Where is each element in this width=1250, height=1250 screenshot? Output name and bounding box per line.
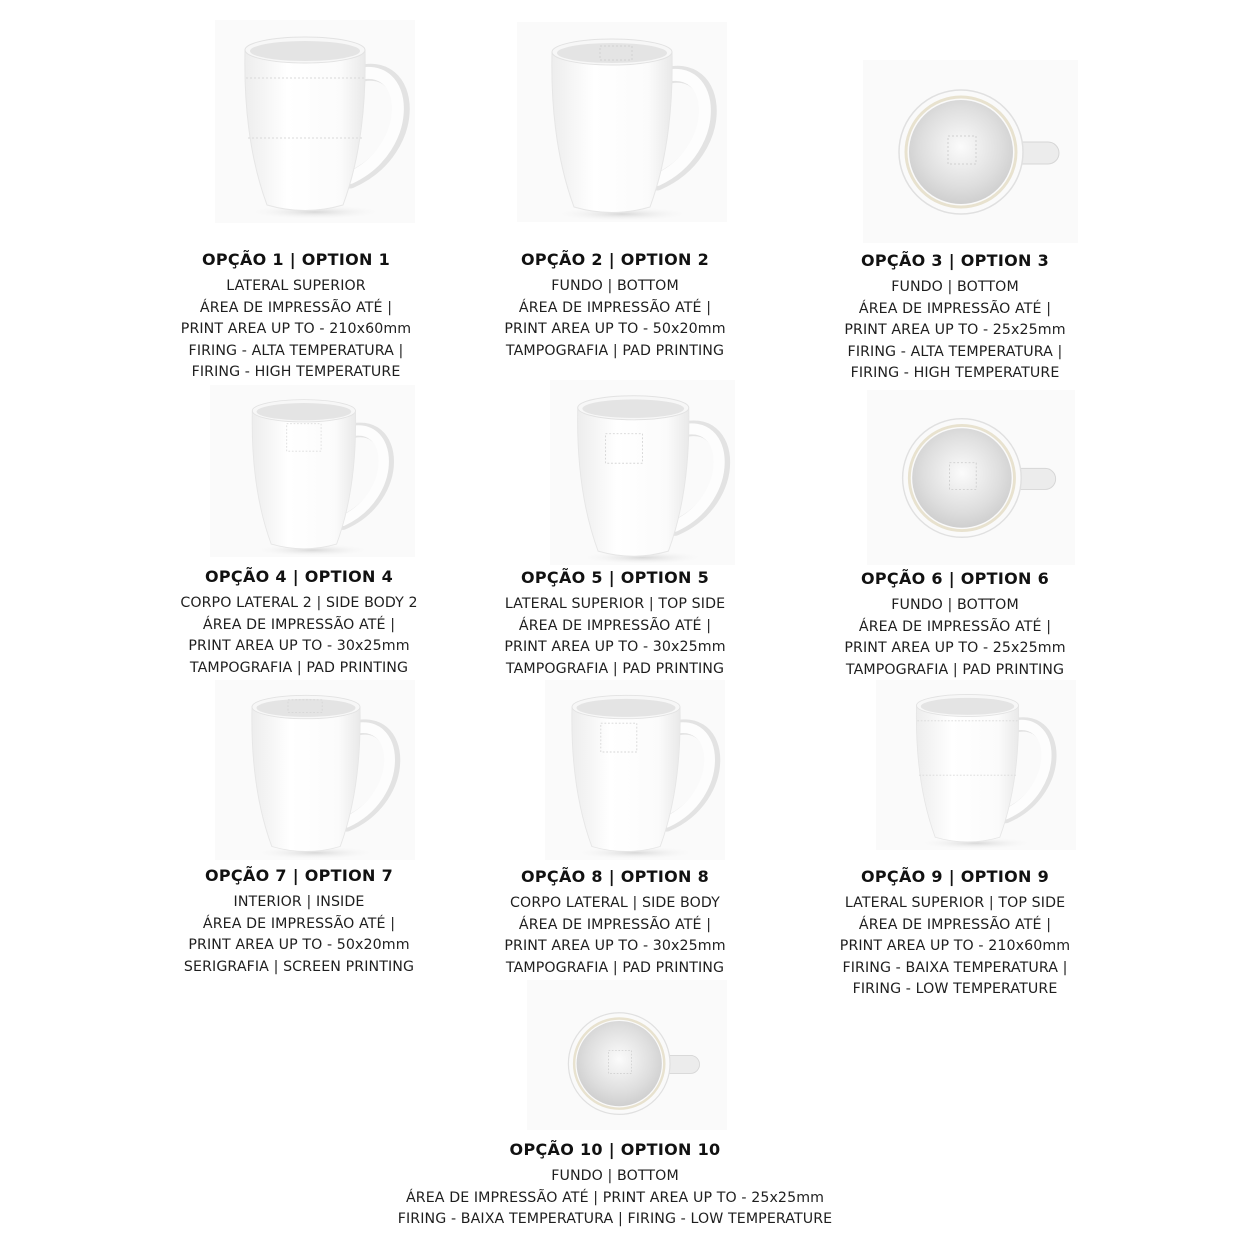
option-technique: TAMPOGRAFIA | PAD PRINTING	[505, 660, 725, 677]
option-technique-en: FIRING - LOW TEMPERATURE	[852, 981, 1058, 997]
option-title: OPÇÃO 5 | OPTION 5	[520, 568, 710, 587]
option-title: OPÇÃO 2 | OPTION 2	[520, 250, 710, 269]
option-2-caption	[504, 250, 725, 362]
option-4-caption	[180, 567, 417, 679]
option-title: OPÇÃO 3 | OPTION 3	[860, 251, 1050, 270]
option-area-size: ÁREA DE IMPRESSÃO ATÉ | PRINT AREA UP TO - 25x25mm	[405, 1189, 825, 1206]
mug-image-option-3	[863, 60, 1078, 243]
option-6-caption	[844, 569, 1065, 681]
option-location: CORPO LATERAL 2 | SIDE BODY 2	[180, 595, 418, 611]
option-7-caption	[184, 866, 414, 978]
option-title: OPÇÃO 9 | OPTION 9	[860, 867, 1050, 886]
option-area-size: PRINT AREA UP TO - 50x20mm	[188, 937, 410, 953]
mug-side-icon	[215, 680, 415, 860]
mug-image-option-5	[550, 380, 735, 565]
option-area-label: ÁREA DE IMPRESSÃO ATÉ |	[518, 916, 712, 933]
option-9-caption	[840, 867, 1070, 1001]
option-10-caption	[398, 1140, 833, 1231]
option-area-label: ÁREA DE IMPRESSÃO ATÉ |	[858, 916, 1052, 933]
option-title: OPÇÃO 6 | OPTION 6	[860, 569, 1050, 588]
mug-image-option-8	[545, 680, 725, 860]
mug-top-icon	[867, 390, 1075, 565]
option-8-caption	[504, 867, 725, 979]
option-technique: TAMPOGRAFIA | PAD PRINTING	[505, 342, 725, 359]
option-location: LATERAL SUPERIOR | TOP SIDE	[504, 596, 726, 612]
mug-image-option-7	[215, 680, 415, 860]
mug-image-option-4	[210, 385, 415, 557]
mug-image-option-1	[215, 20, 415, 223]
option-area-label: ÁREA DE IMPRESSÃO ATÉ |	[202, 616, 396, 633]
option-area-label: ÁREA DE IMPRESSÃO ATÉ |	[858, 300, 1052, 317]
option-technique: FIRING - ALTA TEMPERATURA |	[847, 343, 1063, 360]
mug-side-icon	[545, 680, 725, 860]
mug-image-option-10	[527, 980, 727, 1130]
option-area-label: ÁREA DE IMPRESSÃO ATÉ |	[518, 299, 712, 316]
option-title: OPÇÃO 4 | OPTION 4	[204, 567, 394, 586]
option-area-label: ÁREA DE IMPRESSÃO ATÉ |	[858, 618, 1052, 635]
option-location: LATERAL SUPERIOR | TOP SIDE	[844, 895, 1066, 911]
mug-top-icon	[863, 60, 1078, 243]
mug-side-icon	[517, 22, 727, 222]
option-area-size: PRINT AREA UP TO - 210x60mm	[180, 321, 412, 337]
mug-side-icon	[215, 20, 415, 223]
option-title: OPÇÃO 8 | OPTION 8	[520, 867, 710, 886]
mug-side-icon	[550, 380, 735, 565]
option-area-size: PRINT AREA UP TO - 30x25mm	[504, 938, 726, 954]
option-area-size: PRINT AREA UP TO - 50x20mm	[504, 321, 726, 337]
option-title: OPÇÃO 1 | OPTION 1	[201, 250, 391, 269]
option-location: INTERIOR | INSIDE	[233, 894, 365, 910]
option-location: FUNDO | BOTTOM	[551, 278, 679, 294]
mug-image-option-9	[876, 680, 1076, 850]
mug-side-icon	[876, 680, 1076, 850]
option-location: LATERAL SUPERIOR	[226, 278, 366, 294]
mug-image-option-2	[517, 22, 727, 222]
option-3-caption	[844, 251, 1065, 385]
option-location: FUNDO | BOTTOM	[891, 279, 1019, 295]
option-technique-en: FIRING - HIGH TEMPERATURE	[191, 364, 401, 380]
mug-top-icon	[527, 980, 727, 1130]
option-area-size: PRINT AREA UP TO - 30x25mm	[504, 639, 726, 655]
option-technique: TAMPOGRAFIA | PAD PRINTING	[189, 659, 409, 676]
option-technique: FIRING - BAIXA TEMPERATURA |	[842, 959, 1068, 976]
option-area-size: PRINT AREA UP TO - 25x25mm	[844, 640, 1066, 656]
option-5-caption	[504, 568, 725, 680]
option-area-label: ÁREA DE IMPRESSÃO ATÉ |	[199, 299, 393, 316]
option-technique: TAMPOGRAFIA | PAD PRINTING	[845, 661, 1065, 678]
option-area-label: ÁREA DE IMPRESSÃO ATÉ |	[518, 617, 712, 634]
option-area-size: PRINT AREA UP TO - 25x25mm	[844, 322, 1066, 338]
mug-side-icon	[210, 385, 415, 557]
option-technique: FIRING - ALTA TEMPERATURA |	[188, 342, 404, 359]
option-technique: FIRING - BAIXA TEMPERATURA | FIRING - LOW TEMPERATURE	[397, 1211, 833, 1227]
option-technique: TAMPOGRAFIA | PAD PRINTING	[505, 959, 725, 976]
option-area-label: ÁREA DE IMPRESSÃO ATÉ |	[202, 915, 396, 932]
option-technique-en: FIRING - HIGH TEMPERATURE	[850, 365, 1060, 381]
option-technique: SERIGRAFIA | SCREEN PRINTING	[183, 958, 415, 975]
option-title: OPÇÃO 7 | OPTION 7	[204, 866, 394, 885]
mug-image-option-6	[867, 390, 1075, 565]
option-area-size: PRINT AREA UP TO - 210x60mm	[839, 938, 1071, 954]
option-1-caption	[181, 250, 411, 384]
option-location: CORPO LATERAL | SIDE BODY	[510, 895, 720, 911]
option-location: FUNDO | BOTTOM	[891, 597, 1019, 613]
option-location: FUNDO | BOTTOM	[551, 1168, 679, 1184]
option-area-size: PRINT AREA UP TO - 30x25mm	[188, 638, 410, 654]
option-title: OPÇÃO 10 | OPTION 10	[509, 1140, 721, 1159]
